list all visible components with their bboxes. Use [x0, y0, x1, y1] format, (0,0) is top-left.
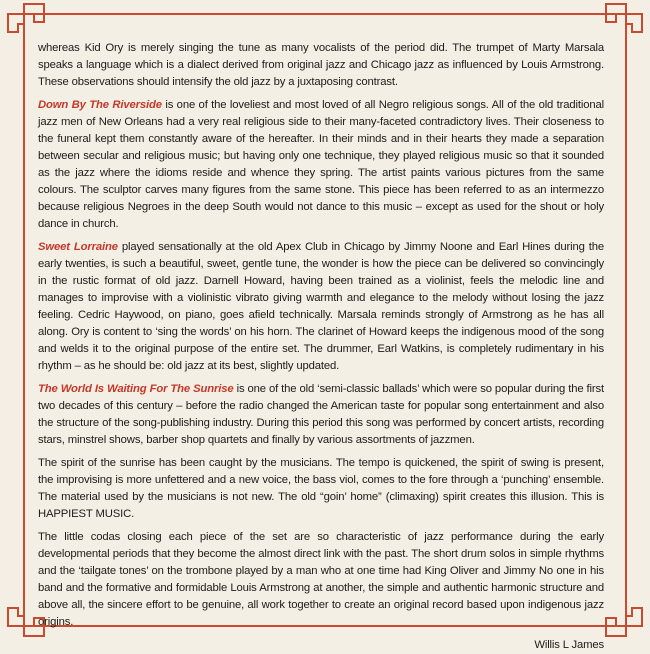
- song-title: Down By The Riverside: [38, 99, 162, 111]
- song-title: Sweet Lorraine: [38, 241, 118, 253]
- paragraph-text: is one of the loveliest and most loved of all Negro religious songs. All of the old traditional jazz men of New Orleans had a very real religious side to their many-faceted contradictory lives. Their closeness to the funeral kept them constantly aware of the hereafter. In their minds and in their hearts they made a separation between secular and religious music; but having only one technique, they played religious music so that it sounded as the jazz where the idioms reside and whence they spring. The artist paints various pictures from the same colours. The sculptor carves many figures from the same stone. This piece has been referred to as an intermezzo because religious Negroes in the deep South would not dance to this music – except as used for the shout or holy dance in church.: [38, 99, 604, 230]
- paragraph-down-by-the-riverside: [38, 97, 604, 233]
- paragraph-text: The little codas closing each piece of the set are so characteristic of jazz performance during the early developmental periods that they become the almost direct link with the past. The short drum solos in simple rhythms and the ‘tailgate tones’ on the trombone played by a man who at one time had King Oliver and Jimmy No one in his band and the formative and formidable Louis Armstrong at another, the simple and authentic harmonic structure and above all, the sincere effort to be genuine, all work together to create an original record based upon indigenous jazz origins.: [38, 531, 604, 628]
- paragraph-world-waiting-sunrise: [38, 381, 604, 449]
- paragraph-1: [38, 40, 604, 91]
- paragraph-little-codas: [38, 529, 604, 631]
- paragraph-text: played sensationally at the old Apex Club in Chicago by Jimmy Noone and Earl Hines during the early twenties, is such a beautiful, sweet, gentle tune, the wonder is how the piece can be delivered so convincingly in the rustic format of old jazz. Darnell Howard, having been trained as a violinist, feels the melodic line and manages to improvise with a violinistic vibrato giving warmth and elegance to the melody without losing the jazz feeling. Cedric Haywood, on piano, goes afield technically. Marsala reminds strongly of Armstrong as he has all along. Ory is content to ‘sing the words’ on his horn. The clarinet of Howard keeps the indigenous mood of the song and welds it to the original purpose of the entire set. The drummer, Earl Watkins, is completely rudimentary in his rhythm – as he should be: old jazz at its best, slightly updated.: [38, 241, 604, 372]
- paragraph-text: is one of the old ‘semi-classic ballads’ which were so popular during the first two decades of this century – before the radio changed the American taste for popular song entertainment and also the structure of the song-publishing industry. During this period this song was performed by concert artists, recording stars, minstrel shows, barber shop quartets and finally by various assortments of jazzmen.: [38, 383, 604, 446]
- paragraph-text: The spirit of the sunrise has been caught by the musicians. The tempo is quickened, the spirit of swing is present, the improvising is more unfettered and a new voice, the bass viol, comes to the fore through a ‘punching’ ensemble. The material used by the musicians is not new. The old “goin’ home” (climaxing) spirit creates this illusion. This is HAPPIEST MUSIC.: [38, 457, 604, 520]
- liner-notes-text: [38, 40, 604, 654]
- paragraph-spirit-of-sunrise: [38, 455, 604, 523]
- song-title: The World Is Waiting For The Sunrise: [38, 383, 234, 395]
- paragraph-text: whereas Kid Ory is merely singing the tune as many vocalists of the period did. The trumpet of Marty Marsala speaks a language which is a dialect derived from original jazz and Chicago jazz as influenced by Louis Armstrong. These observations should intensify the old jazz by a juxtaposing contrast.: [38, 42, 604, 88]
- author-signature: Willis L James: [534, 639, 604, 651]
- paragraph-sweet-lorraine: [38, 239, 604, 375]
